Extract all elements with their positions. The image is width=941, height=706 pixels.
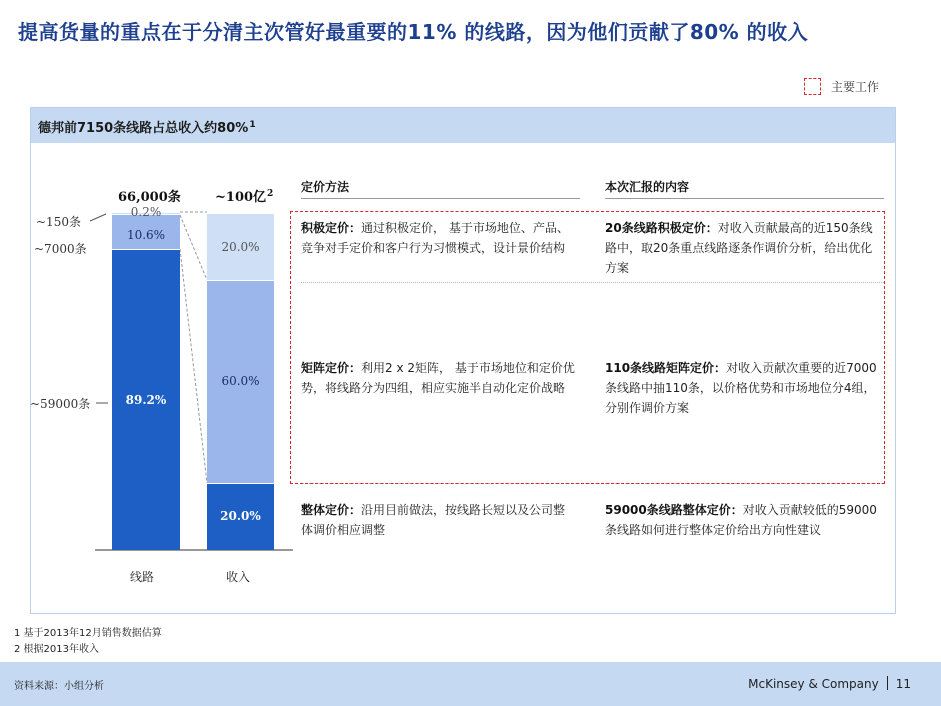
method-cell-1: 积极定价：通过积极定价， 基于市场地位、产品、竞争对手定价和客户行为习惯模式，设计景价结构	[301, 221, 569, 255]
segment-label-small: ~150条	[36, 215, 81, 229]
bar-value-label-revenue-2: 20.0%	[221, 239, 260, 254]
footer-brand-group	[748, 676, 911, 691]
segment-label-mid: ~7000条	[34, 242, 87, 256]
column-header-rule	[301, 198, 580, 199]
footer-source: 资料来源：小组分析	[14, 681, 104, 692]
bar-value-label-line-0: 89.2%	[125, 392, 167, 407]
content-cell-3: 59000条线路整体定价：对收入贡献较低的59000条线路如何进行整体定价给出方向性建议	[605, 503, 877, 537]
column-header-method: 定价方法	[301, 180, 350, 194]
footnote-2: 2 根据2013年收入	[14, 644, 99, 655]
segment-label-large: ~59000条	[30, 397, 91, 411]
content-cell-1: 20条线路积极定价：对收入贡献最高的近150条线路中，取20条重点线路逐条作调价分析，给出优化方案	[605, 221, 873, 275]
content-cell-2: 110条线路矩阵定价：对收入贡献次重要的近7000条线路中抽110条，以价格优势和市场地位分4组，分别作调价方案	[605, 361, 877, 415]
page-number: 11	[895, 677, 911, 691]
method-cell-3: 整体定价：沿用目前做法，按线路长短以及公司整体调价相应调整	[301, 503, 566, 537]
footnote-1: 1 基于2013年12月销售数据估算	[14, 628, 162, 639]
total-line-label: 66,000条	[118, 190, 181, 205]
key-work-highlight-box	[290, 211, 885, 484]
bar-value-label-revenue-0: 20.0%	[220, 509, 261, 524]
bar-value-label-line-1: 10.6%	[126, 227, 166, 242]
bar-value-label-line-2: 0.2%	[130, 205, 162, 219]
page-title: 提高货量的重点在于分清主次管好最重要的11% 的线路，因为他们贡献了80% 的收入	[18, 20, 809, 44]
total-revenue-label: ~100亿$^2$	[215, 189, 274, 205]
column-header-content: 本次汇报的内容	[605, 180, 690, 194]
bar-value-label-revenue-1: 60.0%	[221, 374, 260, 389]
footer-brand: McKinsey & Company	[748, 677, 879, 691]
method-cell-2: 矩阵定价：利用2 x 2矩阵， 基于市场地位和定价优势，将线路分为四组，相应实施半自动化定价战略	[301, 361, 575, 395]
x-label-line: 线路	[130, 570, 155, 584]
panel-title: 德邦前7150条线路占总收入约80%$^1$	[38, 120, 256, 136]
legend-label: 主要工作	[831, 80, 880, 94]
column-header-rule	[605, 198, 884, 199]
footnotes	[14, 626, 162, 658]
footer-bar	[0, 662, 941, 706]
x-label-revenue: 收入	[226, 570, 251, 584]
